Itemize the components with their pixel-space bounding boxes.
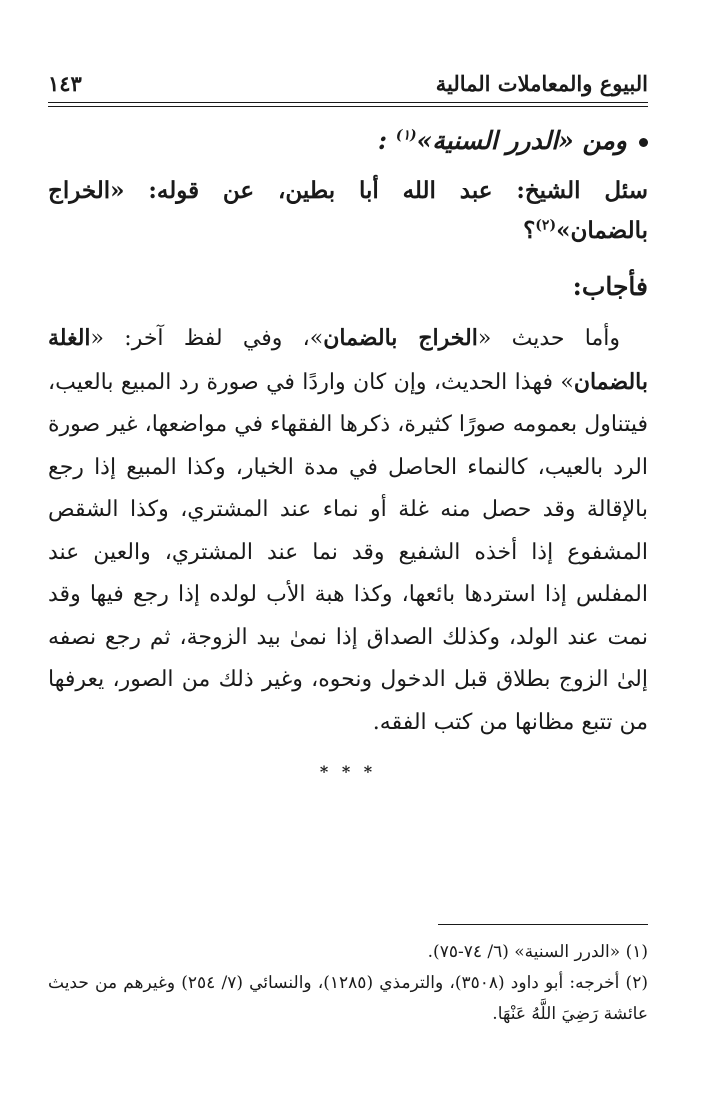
- answer-body: [48, 317, 648, 744]
- footnote-2: (٢) أخرجه: أبو داود (٣٥٠٨)، والترمذي (١٢٨٥)، والنسائي (٧/ ٢٥٤) وغيرهم من حديث عائشة رَضِيَ اللَّهُ عَنْهَا.: [48, 973, 648, 1024]
- answer-text-3: » فهذا الحديث، وإن كان واردًا في صورة رد المبيع بالعيب، فيتناول بعمومه صورًا كثيرة، ذكرها الفقهاء في مواضعها، غير صورة الرد بالعيب، كالنماء الحاصل في مدة الخيار، وكذا المبيع إذا رجع بالإقالة وقد حصل منه غلة أو نماء عند المشتري، وكذا الشقص المشفوع إذا أخذه الشفيع وقد نما عند المشتري، والعين عند المفلس إذا استردها بائعها، وكذا هبة الأب لولده إذا رجع فيها وقد نمت عند الولد، وكذلك الصداق إذا نمىٰ بيد الزوجة، ثم رجع نصفه إلىٰ الزوج بطلاق قبل الدخول ونحوه، وغير ذلك من الصور، يعرفها من تتبع مظانها من كتب الفقه.: [48, 369, 648, 735]
- footnote-1: (١) «الدرر السنية» (٦/ ٧٤-٧٥).: [427, 942, 648, 962]
- answer-text-2: »، وفي لفظ آخر: «: [90, 326, 324, 351]
- section-title-suffix: :: [377, 126, 388, 155]
- question-text: سئل الشيخ: عبد الله أبا بطين، عن قوله: «الخراج بالضمان»: [48, 177, 648, 244]
- section-separator: * * *: [319, 762, 377, 781]
- question-paragraph: [48, 171, 648, 251]
- header-double-rule: [48, 102, 648, 107]
- footnote-ref-2: (٢): [535, 217, 557, 234]
- answer-paragraph: [48, 317, 648, 744]
- page-body: [48, 60, 648, 781]
- footnote-rule: [438, 924, 648, 925]
- running-title: البيوع والمعاملات المالية: [435, 71, 648, 96]
- footnotes: [48, 924, 648, 1030]
- section-title-text: ومن «الدرر السنية»: [416, 126, 627, 155]
- hadith-quote-2: الغلة بالضمان: [48, 325, 648, 395]
- answer-text-1: وأما حديث «: [477, 326, 620, 351]
- hadith-quote-1: الخراج بالضمان: [323, 325, 478, 351]
- section-title: [48, 121, 648, 161]
- running-header: [48, 60, 648, 96]
- page-number: ١٤٣: [48, 71, 82, 96]
- answer-label: فأجاب:: [572, 272, 648, 301]
- footnote-ref-1: (١): [395, 127, 417, 144]
- question-mark: ؟: [523, 217, 536, 244]
- bullet-icon: [639, 138, 648, 147]
